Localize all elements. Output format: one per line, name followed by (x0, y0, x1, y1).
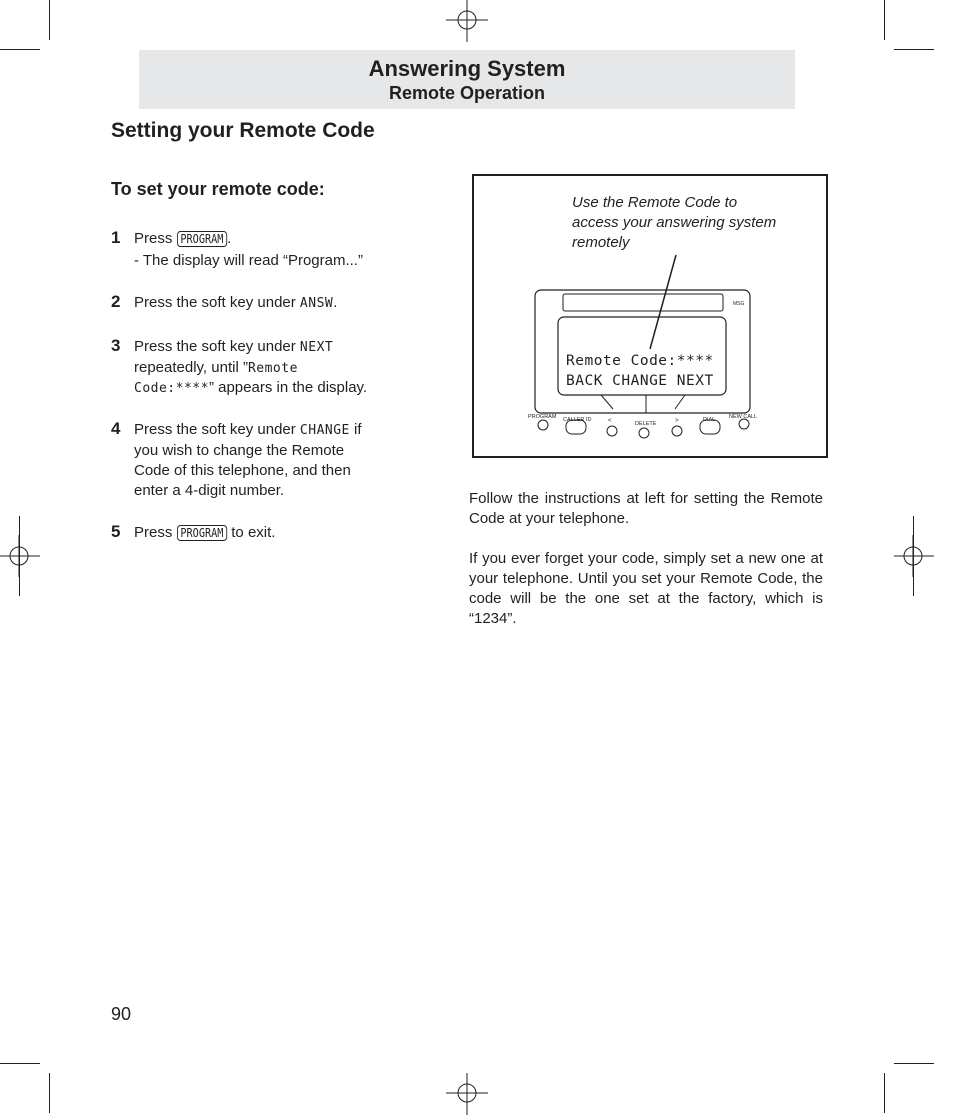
step-number: 3 (111, 336, 121, 355)
crop-mark (894, 49, 934, 50)
crop-mark (0, 49, 40, 50)
step-3 (134, 337, 414, 358)
step-text: Press the soft key under (134, 338, 300, 355)
left-arrow-button-label: < (608, 418, 612, 424)
step-number: 1 (111, 228, 121, 247)
lcd-text: CHANGE (299, 423, 350, 438)
step-5 (134, 523, 414, 543)
registration-mark-icon (446, 1073, 488, 1115)
lcd-text: Code:**** (134, 381, 209, 396)
lcd-text: Remote (247, 361, 298, 376)
step-number: 5 (111, 522, 121, 541)
sub-heading: To set your remote code: (111, 179, 325, 199)
program-button-label: PROGRAM (528, 414, 557, 420)
figure-callout: Use the Remote Code to access your answering system remotely (572, 194, 777, 251)
step-text: . (333, 294, 338, 311)
step-text: . (227, 230, 232, 247)
step-text: to exit. (227, 524, 276, 541)
right-arrow-button-label: > (675, 418, 679, 424)
step-3-line-2 (134, 358, 414, 379)
body-paragraph: Follow the instructions at left for setting the Remote Code at your telephone. (469, 490, 823, 527)
lcd-display-line-1: Remote Code:**** (566, 353, 714, 369)
registration-mark-icon (446, 0, 488, 42)
crop-mark (884, 1073, 885, 1113)
delete-button-label: DELETE (635, 421, 657, 427)
dial-button-label: DIAL (703, 417, 716, 423)
step-4-line-4: enter a 4-digit number. (134, 482, 285, 499)
lcd-text: ANSW (299, 296, 334, 311)
lcd-text: NEXT (299, 340, 334, 355)
step-number: 4 (111, 419, 121, 438)
step-4 (134, 420, 414, 441)
crop-mark (49, 1073, 50, 1113)
step-text: repeatedly, until ” (134, 359, 248, 376)
page-subtitle: Remote Operation (388, 83, 546, 103)
step-4-line-2: you wish to change the Remote (134, 442, 345, 459)
crop-mark (913, 516, 914, 596)
section-title: Setting your Remote Code (111, 119, 375, 142)
step-text: Press (134, 230, 177, 247)
step-1-note: - The display will read “Program...” (134, 252, 363, 269)
program-key: PROGRAM (177, 231, 227, 247)
phone-display-illustration (473, 175, 827, 457)
step-2 (134, 293, 414, 314)
page-title: Answering System (368, 56, 566, 81)
msg-label: MSG (733, 301, 745, 307)
program-key: PROGRAM (177, 525, 227, 541)
new-call-button-label: NEW CALL (729, 414, 758, 420)
step-number: 2 (111, 292, 121, 311)
crop-mark (894, 1063, 934, 1064)
step-text: if (349, 421, 362, 438)
body-paragraph: If you ever forget your code, simply set a new one at your telephone. Until you set your Remote Code, the code will be the one set at the factory, which is “1234”. (469, 550, 823, 627)
crop-mark (19, 516, 20, 596)
header-band (139, 50, 795, 109)
step-4-line-3: Code of this telephone, and then (134, 462, 351, 479)
page-number: 90 (111, 1004, 132, 1024)
crop-mark (884, 0, 885, 40)
step-text: Press the soft key under (134, 421, 300, 438)
crop-mark (49, 0, 50, 40)
step-text: ” appears in the display. (208, 379, 368, 396)
step-text: Press (134, 524, 177, 541)
registration-mark-icon (0, 535, 40, 577)
crop-mark (0, 1063, 40, 1064)
step-3-line-3 (134, 378, 414, 399)
step-text: Press the soft key under (134, 294, 300, 311)
caller-id-button-label: CALLER ID (563, 417, 592, 423)
registration-mark-icon (894, 535, 934, 577)
step-1 (134, 229, 414, 249)
lcd-display-line-2: BACK CHANGE NEXT (566, 373, 714, 389)
